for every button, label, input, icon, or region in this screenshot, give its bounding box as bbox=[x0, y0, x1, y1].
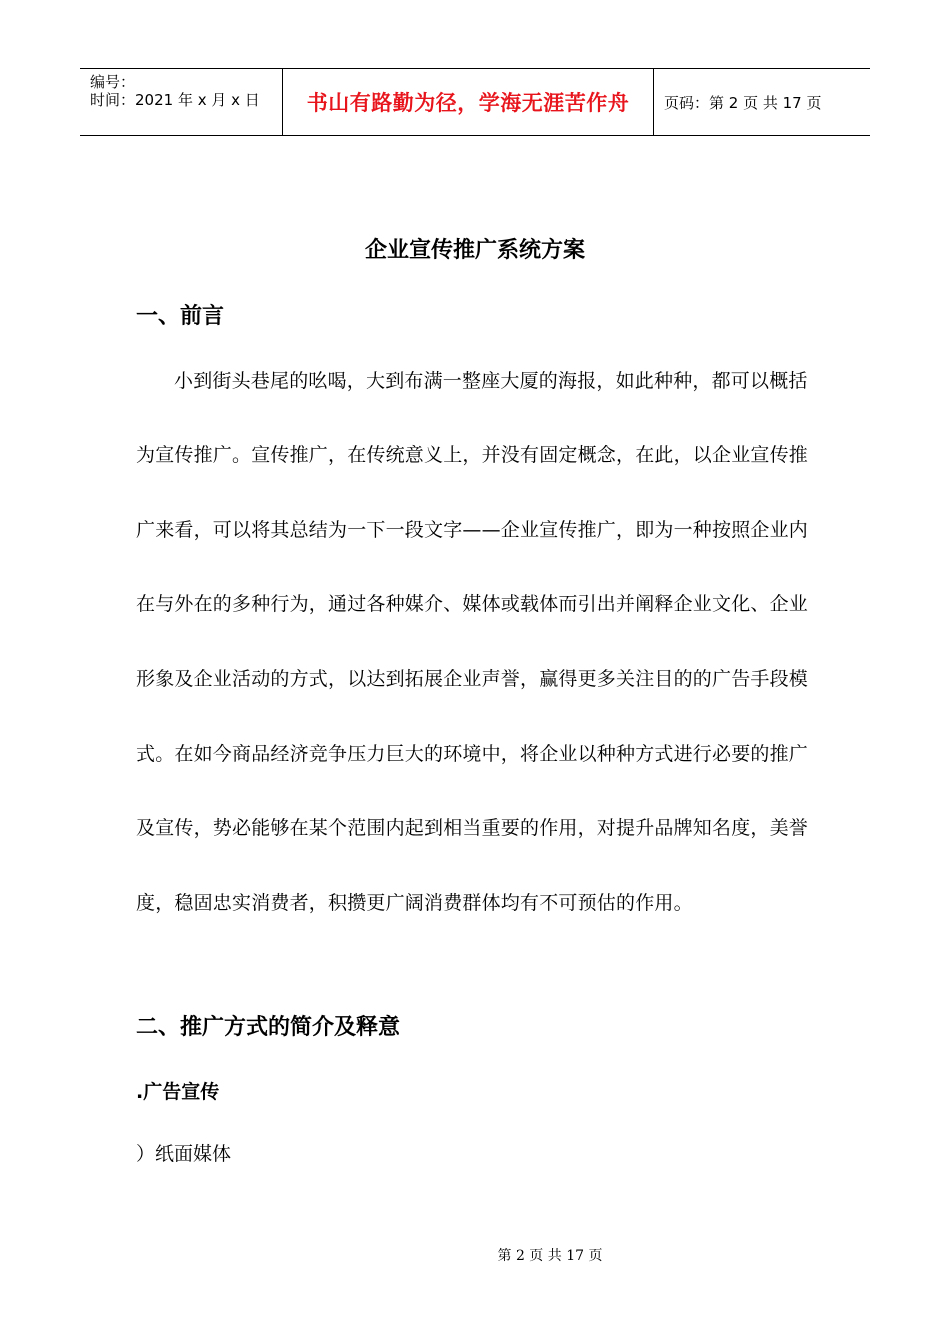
preface-line-8: 度，稳固忠实消费者，积攒更广阔消费群体均有不可预估的作用。 bbox=[136, 892, 693, 914]
subheading-advertising: .广告宣传 bbox=[136, 1081, 220, 1103]
preface-line-1: 小到街头巷尾的吆喝，大到布满一整座大厦的海报，如此种种，都可以概括 bbox=[174, 370, 808, 392]
page-code: 页码：第 2 页 共 17 页 bbox=[664, 93, 822, 112]
date-label: 时间：2021 年 x 月 x 日 bbox=[90, 91, 260, 109]
serial-label: 编号： bbox=[90, 73, 136, 91]
motto-text: 书山有路勤为径，学海无涯苦作舟 bbox=[306, 91, 630, 115]
preface-line-7: 及宣传，势必能够在某个范围内起到相当重要的作用，对提升品牌知名度，美誉 bbox=[136, 817, 809, 839]
preface-line-2: 为宣传推广。宣传推广，在传统意义上，并没有固定概念，在此，以企业宣传推 bbox=[136, 444, 809, 466]
item-print-media: ）纸面媒体 bbox=[136, 1143, 232, 1165]
document-title: 企业宣传推广系统方案 bbox=[364, 238, 585, 263]
header-meta-cell bbox=[80, 69, 282, 135]
header-table bbox=[80, 68, 870, 136]
section-heading-preface: 一、前言 bbox=[136, 304, 225, 329]
preface-line-4: 在与外在的多种行为，通过各种媒介、媒体或载体而引出并阐释企业文化、企业 bbox=[136, 593, 809, 615]
page-footer: 第 2 页 共 17 页 bbox=[497, 1248, 603, 1264]
preface-line-6: 式。在如今商品经济竞争压力巨大的环境中，将企业以种种方式进行必要的推广 bbox=[136, 743, 809, 765]
header-page-cell bbox=[654, 69, 870, 135]
header-motto-cell bbox=[282, 69, 654, 135]
preface-line-3: 广来看，可以将其总结为一下一段文字——企业宣传推广，即为一种按照企业内 bbox=[136, 519, 809, 541]
preface-line-5: 形象及企业活动的方式，以达到拓展企业声誉，赢得更多关注目的的广告手段模 bbox=[136, 668, 809, 690]
section-heading-methods: 二、推广方式的简介及释意 bbox=[136, 1015, 401, 1040]
